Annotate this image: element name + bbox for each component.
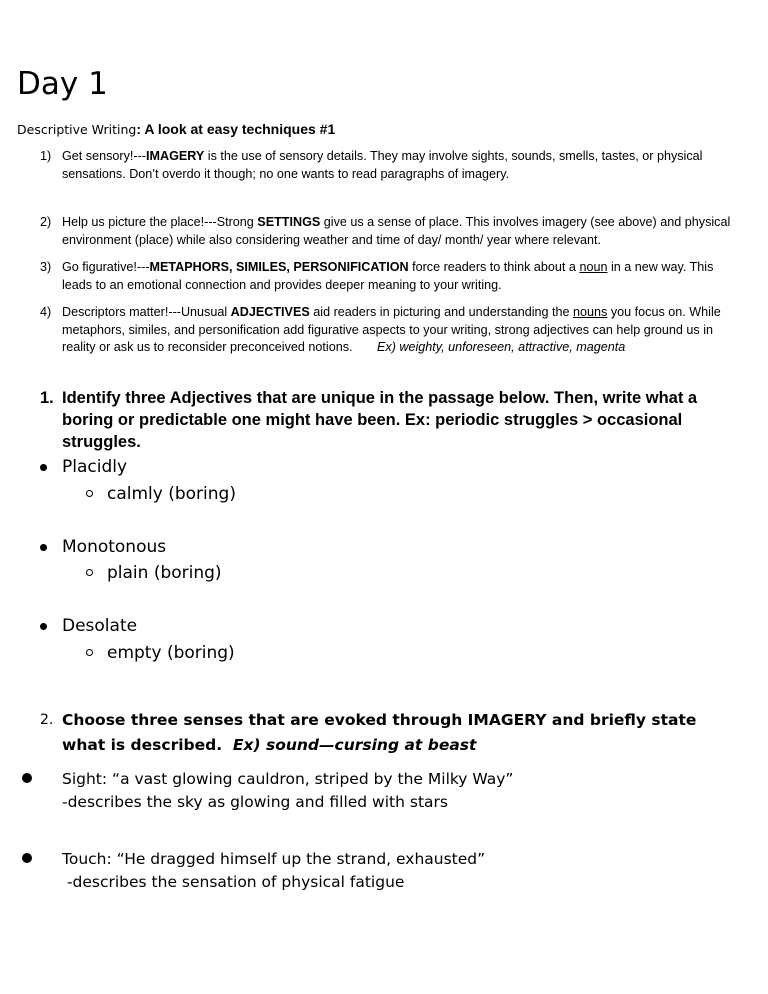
technique-text: in a new way. This leads to an emotional connection and provides deeper meaning to your writing. <box>62 260 714 292</box>
technique-example: Ex) weighty, unforeseen, attractive, magenta <box>377 340 626 354</box>
technique-item <box>40 148 740 183</box>
technique-keyword: IMAGERY <box>145 149 205 163</box>
technique-text: you focus on. While metaphors, similes, and personification add figurative aspects to your writing, strong adjectives can help ground us in reality or ask us to reconsider preconceived notions. <box>62 305 721 354</box>
technique-number: 3) <box>40 260 52 274</box>
technique-lead: Get sensory!--- <box>62 149 146 163</box>
answer-adjective: Placidly <box>40 455 127 479</box>
question-prompt: Choose three senses that are evoked through IMAGERY and briefly state what is described. <box>62 711 697 754</box>
hollow-bullet-icon <box>86 569 93 576</box>
question-number: 2. <box>40 712 54 728</box>
question-number: 1. <box>40 389 54 407</box>
technique-text: is the use of sensory details. They may involve sights, sounds, smells, tastes, or physical sensations. Don’t overdo it though; no one wants to read paragraphs of imagery. <box>62 149 703 181</box>
technique-lead: Help us picture the place!---Strong <box>62 215 258 229</box>
technique-lead: Descriptors matter!---Unusual <box>62 305 231 319</box>
bullet-icon <box>40 464 47 471</box>
bullet-icon <box>22 773 32 783</box>
sense-description: -describes the sensation of physical fatigue <box>62 873 405 891</box>
section-subtitle <box>17 120 335 140</box>
bullet-icon <box>40 623 47 630</box>
technique-item <box>40 259 740 294</box>
sense-description: -describes the sky as glowing and filled with stars <box>62 793 448 811</box>
sense-answer <box>22 848 742 894</box>
technique-keyword: ADJECTIVES <box>230 305 310 319</box>
technique-item <box>40 214 740 249</box>
technique-keyword: SETTINGS <box>257 215 321 229</box>
subtitle-prefix: Descriptive Writing <box>17 122 137 137</box>
technique-text: give us a sense of place. This involves imagery (see above) and physical environment (place) while also considering weather and time of day/ month/ year where relevant. <box>62 215 731 247</box>
hollow-bullet-icon <box>86 490 93 497</box>
answer-adjective: Desolate <box>40 614 137 638</box>
subtitle-suffix: : A look at easy techniques #1 <box>136 121 336 137</box>
answer-boring: calmly (boring) <box>86 482 236 506</box>
technique-lead: Go figurative!--- <box>62 260 150 274</box>
technique-underlined-word: nouns <box>573 305 608 319</box>
technique-underlined-word: noun <box>579 260 608 274</box>
answer-boring: plain (boring) <box>86 561 222 585</box>
bullet-icon <box>22 853 32 863</box>
answer-boring: empty (boring) <box>86 641 235 665</box>
sense-quote: Sight: “a vast glowing cauldron, striped by the Milky Way” <box>62 770 514 788</box>
technique-text-pre: aid readers in picturing and understanding the <box>309 305 574 319</box>
bullet-icon <box>40 544 47 551</box>
answer-adjective: Monotonous <box>40 535 166 559</box>
technique-number: 1) <box>40 149 52 163</box>
technique-number: 4) <box>40 305 52 319</box>
hollow-bullet-icon <box>86 649 93 656</box>
question-prompt: Identify three Adjectives that are unique in the passage below. Then, write what a boring or predictable one might have been. Ex: periodic struggles > occasional struggles. <box>62 389 698 451</box>
technique-item <box>40 304 740 357</box>
sense-quote: Touch: “He dragged himself up the strand, exhausted” <box>62 850 486 868</box>
question-example: Ex) sound—cursing at beast <box>232 736 477 754</box>
question-2 <box>40 708 740 758</box>
question-1 <box>40 387 750 453</box>
technique-number: 2) <box>40 215 52 229</box>
page-title: Day 1 <box>17 66 108 102</box>
technique-text-pre: force readers to think about a <box>408 260 580 274</box>
technique-keyword: METAPHORS, SIMILES, PERSONIFICATION <box>149 260 409 274</box>
sense-answer <box>22 768 742 814</box>
